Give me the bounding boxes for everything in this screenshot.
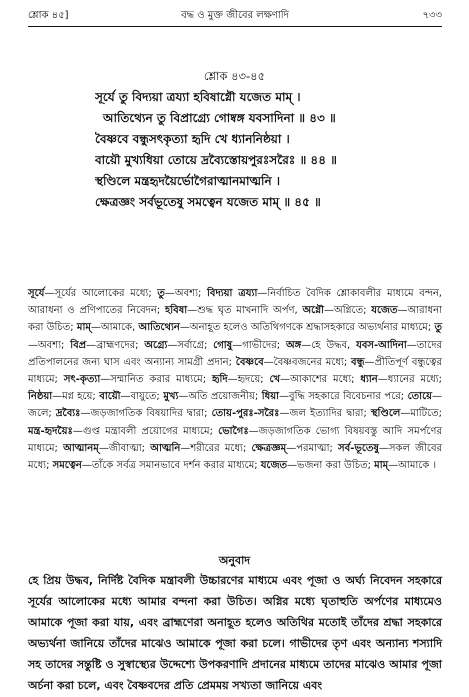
- synonym-meaning: —সকল জীবের মধ্যে;: [28, 442, 443, 472]
- header-page-number: ৭৩৩: [422, 10, 442, 21]
- synonym-term: ভোগৈঃ: [218, 425, 249, 437]
- synonym-term: সৎ-কৃত্যা: [63, 374, 101, 386]
- synonym-meaning: —ব্রাহ্মণদের;: [86, 339, 145, 351]
- synonym-term: অঙ্গ: [285, 339, 302, 351]
- synonym-term: যবস-আদিনা: [356, 339, 407, 351]
- synonym-meaning: —সম্মানিত করার মাধ্যমে;: [100, 374, 212, 386]
- synonym-meaning: —জড়জাগতিক ভোগ্য বিষয়বস্তু আদি সমর্পণের মাধ্যমে;: [28, 425, 442, 454]
- header-verse-range: শ্লোক ৪৫]: [28, 10, 69, 21]
- synonym-meaning: —হৃদয়ে;: [227, 374, 270, 386]
- synonym-term: হৃদি: [211, 374, 228, 386]
- synonym-term: তোয়ে: [407, 391, 432, 403]
- synonym-meaning: —অবশ্য;: [164, 288, 208, 299]
- synonym-term: আত্মানম্: [63, 442, 99, 454]
- synonym-term: আত্মনি: [150, 442, 181, 454]
- synonym-term: অগ্নৌ: [302, 305, 325, 317]
- synonym-meaning: —শুদ্ধ ঘৃত মাখনাদি অর্পণ,: [187, 305, 303, 317]
- synonym-meaning: —আকাশের মধ্যে;: [280, 374, 361, 386]
- synonym-meaning: —প্রীতিপূর্ণ বন্ধুত্বের মাধ্যমে;: [28, 356, 442, 386]
- synonym-term: মাম্: [76, 322, 91, 334]
- synonym-term: মুখ্য: [163, 391, 179, 403]
- translation-text: হে প্রিয় উদ্ধব, নির্দিষ্ট বৈদিক মন্ত্রাবলী উচ্চারণের মাধ্যমে এবং পূজা ও অর্ঘ্য নিবেদন সহকারে সূর্যের আলোকের মধ্যে আমার বন্দনা করা উচিত। অগ্নির মধ্যে ঘৃতাহুতি অর্পণের মাধ্যমেও আমাকে পূজা করা যায়, এবং ব্রাহ্মণেরা অনাহূত হলেও অতিথির মতোই তাঁদের শ্রদ্ধা সহকারে অভ্যর্থনা জানিয়ে তাঁদের মাঝেও আমাকে পূজা করা চলে। গাভীদের তৃণ এবং অন্যান্য শস্যাদি সহ তাদের সন্তুষ্টি ও সুস্বাস্থ্যের উদ্দেশ্যে উপকরণাদি প্রদানের মাধ্যমে তাদের মাঝেও আমার পূজা অর্চনা করা চলে, এবং বৈষ্ণবদের প্রতি প্রেমময় সখ্যতা জানিয়ে এবং: [28, 574, 442, 692]
- synonym-term: যজেত: [371, 305, 398, 317]
- synonym-meaning: —অবশ্য;: [28, 339, 71, 351]
- synonym-term: বন্ধু: [351, 356, 365, 368]
- page-header: [28, 8, 442, 24]
- synonym-term: স্থণ্ডিলে: [370, 408, 401, 420]
- synonym-term: ধিয়া: [261, 391, 280, 403]
- synonym-meaning: —পরমাত্মা;: [286, 442, 339, 454]
- synonym-term: সূর্যে: [28, 288, 45, 299]
- synonym-meaning: —জড়জাগতিক বিষয়াদির দ্বারা;: [80, 408, 212, 420]
- header-chapter-title: বদ্ধ ও মুক্ত জীবের লক্ষণাদি: [181, 10, 289, 21]
- synonym-term: বিদ্যয়া ত্রয্যা: [207, 288, 258, 299]
- synonym-meaning: —বুদ্ধি সহকারে বিবেচনার পরে;: [279, 391, 408, 403]
- synonym-term: বায়ৌ: [99, 391, 121, 403]
- synonym-term: বিপ্র: [70, 339, 87, 351]
- word-for-word-synonyms: [28, 285, 442, 474]
- synonym-meaning: —ধ্যানের মধ্যে;: [377, 374, 442, 386]
- synonym-meaning: —জলে;: [28, 391, 442, 420]
- synonym-term: অগ্র্যে: [144, 339, 168, 351]
- verse-line: সূর্যে তু বিদ্যয়া ত্রয্যা হবিষাগ্নৌ যজেত মাম্ ।: [95, 90, 301, 104]
- synonym-term: আতিথ্যেন: [138, 322, 180, 334]
- synonym-term: গোষু: [213, 339, 233, 351]
- synonym-meaning: —মাটিতে;: [400, 408, 442, 420]
- synonym-meaning: —বৈষ্ণবজনের মধ্যে;: [263, 356, 352, 368]
- synonym-term: সমত্বেন: [52, 460, 82, 472]
- verse-title: শ্লোক ৪৩-৪৫: [203, 69, 266, 83]
- synonym-term: সর্ব-ভূতেষু: [338, 442, 379, 454]
- synonym-meaning: —বায়ুতে;: [120, 391, 164, 403]
- synonym-meaning: —তাঁকে সর্বত্র সমানভাবে দর্শন করার মাধ্যমে;: [81, 460, 261, 472]
- synonym-meaning: —আমাকে ।: [388, 460, 437, 472]
- synonym-meaning: —অনাহূত হলেও অতিথিগণকে শ্রদ্ধাসহকারে অভ্যর্থনার মাধ্যমে;: [179, 322, 435, 334]
- synonym-term: যজেত: [260, 460, 288, 472]
- synonym-meaning: —জীবাত্মা;: [98, 442, 151, 454]
- verse-line: বৈষ্ণবে বন্ধুসৎকৃত্যা হৃদি খে ধ্যাননিষ্ঠয়া ।: [95, 132, 290, 146]
- synonym-term: নিষ্ঠয়া: [28, 391, 53, 403]
- synonym-term: মাম্: [374, 460, 389, 472]
- header-rule: [28, 26, 442, 27]
- synonym-meaning: —অগ্নিতে;: [324, 305, 372, 317]
- synonym-meaning: —আমাকে,: [90, 322, 139, 334]
- synonym-meaning: —জল ইত্যাদির দ্বারা;: [279, 408, 371, 420]
- synonym-meaning: —হে উদ্ধব,: [301, 339, 357, 351]
- synonym-term: খে: [269, 374, 281, 386]
- synonym-meaning: —ভজনা করা উচিত;: [287, 460, 375, 472]
- synonym-meaning: —তাদের প্রতিপালনের জন্য ঘাস এবং অন্যান্য সামগ্রী প্রদান;: [28, 339, 442, 368]
- synonym-meaning: —গুপ্ত মন্ত্রাবলী প্রয়োগের মাধ্যমে;: [72, 425, 219, 437]
- synonym-meaning: —আরাধনা করা উচিত;: [28, 305, 442, 334]
- verse-line: আতিথ্যেন তু বিপ্রাগ্র্যে গোষ্বঙ্গ যবসাদিনা ॥ ৪৩ ॥: [103, 111, 336, 125]
- synonym-meaning: —নির্বাচিত বৈদিক শ্লোকাবলীর মাধ্যমে বন্দন, আরাধনা ও প্রণিপাতের নিবেদন;: [28, 288, 442, 317]
- synonym-meaning: —অতি প্রয়োজনীয়;: [178, 391, 262, 403]
- synonym-term: বৈষ্ণবে: [235, 356, 264, 368]
- synonym-meaning: —শরীরের মধ্যে;: [180, 442, 252, 454]
- synonym-term: তু: [434, 322, 442, 334]
- synonym-term: মন্ত্র-হৃদয়ৈঃ: [28, 425, 73, 437]
- synonym-term: তু: [157, 288, 165, 299]
- verse-line: স্থণ্ডিলে মন্ত্রহৃদয়ৈর্ভোগৈরাত্মানমাত্মনি ।: [95, 174, 281, 188]
- sanskrit-verses: [95, 87, 429, 213]
- synonym-term: তোয়-পুরঃ-সরৈঃ: [211, 408, 280, 420]
- verse-line: বায়ৌ মুখ্যধিয়া তোয়ে দ্রব্যৈস্তোয়পুরঃসরৈঃ ॥ ৪৪ ॥: [95, 153, 337, 167]
- synonym-meaning: —মগ্ন হয়ে;: [52, 391, 100, 403]
- synonym-meaning: —সূর্যের আলোকের মধ্যে;: [44, 288, 158, 299]
- synonym-term: হবিষা: [165, 305, 188, 317]
- translation-heading: অনুবাদ: [218, 554, 251, 567]
- synonym-meaning: —সর্বাগ্রে;: [167, 339, 214, 351]
- synonym-term: দ্রব্যৈঃ: [55, 408, 81, 420]
- verse-line: ক্ষেত্রজ্ঞং সর্বভূতেষু সমত্বেন যজেত মাম্ ॥ ৪৫ ॥: [95, 195, 321, 209]
- synonym-meaning: —গাভীদের;: [232, 339, 286, 351]
- synonym-term: ধ্যান: [360, 374, 378, 386]
- synonym-term: ক্ষেত্রজ্ঞম্: [251, 442, 287, 454]
